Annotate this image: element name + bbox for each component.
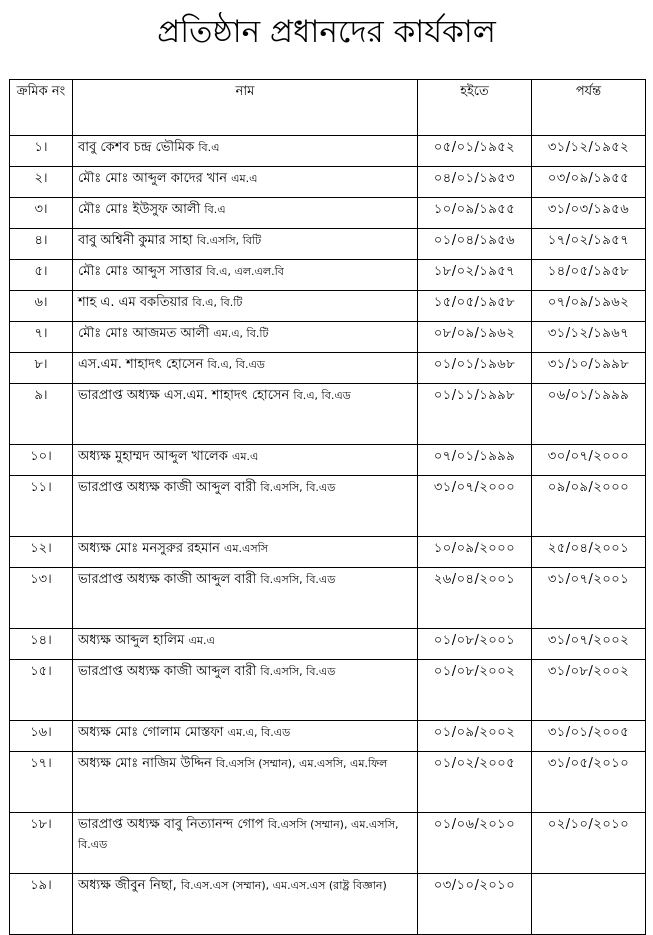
degree-text: এম.এসসি <box>224 542 269 555</box>
person-name: এস.এম. শাহাদৎ হোসেন <box>78 357 204 372</box>
name-cell <box>73 322 418 353</box>
table-row <box>10 537 646 568</box>
from-date-cell: ০১/০৯/২০০২ <box>418 721 532 752</box>
name-cell <box>73 537 418 568</box>
name-cell <box>73 291 418 322</box>
serial-cell: ১৫। <box>10 660 73 721</box>
degree-text: বি.এ <box>198 141 220 154</box>
to-date-cell: ৩১/০৩/১৯৫৬ <box>532 198 646 229</box>
to-date-cell: ২৫/০৪/২০০১ <box>532 537 646 568</box>
person-name: ভারপ্রাপ্ত অধ্যক্ষ কাজী আব্দুল বারী <box>78 664 257 679</box>
table-body <box>10 136 646 935</box>
table-row <box>10 353 646 384</box>
table-row <box>10 445 646 476</box>
degree-text: এম.এ <box>188 634 215 647</box>
serial-cell: ৮। <box>10 353 73 384</box>
table-row <box>10 384 646 445</box>
to-date-cell: ৩১/১২/১৯৬৭ <box>532 322 646 353</box>
from-date-cell: ০৭/০১/১৯৯৯ <box>418 445 532 476</box>
name-cell <box>73 445 418 476</box>
serial-cell: ১৭। <box>10 752 73 813</box>
name-cell <box>73 813 418 874</box>
person-name: ভারপ্রাপ্ত অধ্যক্ষ এস.এম. শাহাদৎ হোসেন <box>78 388 290 403</box>
from-date-cell: ১০/০৯/১৯৫৫ <box>418 198 532 229</box>
person-name: ভারপ্রাপ্ত অধ্যক্ষ বাবু নিত্যানন্দ গোপ <box>78 817 264 832</box>
person-name: অধ্যক্ষ আব্দুল হালিম <box>78 633 185 648</box>
from-date-cell: ১৮/০২/১৯৫৭ <box>418 260 532 291</box>
serial-cell: ৬। <box>10 291 73 322</box>
table-row <box>10 476 646 537</box>
name-cell <box>73 136 418 167</box>
from-date-cell: ১০/০৯/২০০০ <box>418 537 532 568</box>
table-row <box>10 136 646 167</box>
table-row <box>10 322 646 353</box>
name-cell <box>73 721 418 752</box>
table-row <box>10 260 646 291</box>
from-date-cell: ০১/১১/১৯৯৮ <box>418 384 532 445</box>
name-cell <box>73 568 418 629</box>
tenure-table <box>9 79 646 935</box>
degree-text: বি.এ <box>204 203 226 216</box>
degree-text: বি.এসসি, বিটি <box>196 234 262 247</box>
person-name: শাহ এ. এম বকতিয়ার <box>78 295 189 310</box>
degree-text: বি.এ, বি.এড <box>293 389 351 402</box>
from-date-cell: ২৬/০৪/২০০১ <box>418 568 532 629</box>
person-name: ভারপ্রাপ্ত অধ্যক্ষ কাজী আব্দুল বারী <box>78 480 257 495</box>
from-date-cell: ০১/০৪/১৯৫৬ <box>418 229 532 260</box>
person-name: অধ্যক্ষ মোঃ গোলাম মোস্তফা <box>78 725 224 740</box>
table-row <box>10 813 646 874</box>
from-date-cell: ০১/০৮/২০০১ <box>418 629 532 660</box>
person-name: অধ্যক্ষ মোঃ নাজিম উদ্দিন <box>78 756 212 771</box>
person-name: মৌঃ মোঃ আব্দুস সাত্তার <box>78 264 203 279</box>
to-date-cell: ০৬/০১/১৯৯৯ <box>532 384 646 445</box>
header-serial: ক্রমিক নং <box>10 80 73 136</box>
person-name: মৌঃ মোঃ আজমত আলী <box>78 326 210 341</box>
table-row <box>10 874 646 935</box>
serial-cell: ১৪। <box>10 629 73 660</box>
table-row <box>10 167 646 198</box>
header-name: নাম <box>73 80 418 136</box>
degree-text: বি.এ, বি.এড <box>207 358 265 371</box>
serial-cell: ১৯। <box>10 874 73 935</box>
to-date-cell <box>532 874 646 935</box>
person-name: অধ্যক্ষ জীবুন নিছা, <box>78 878 177 893</box>
from-date-cell: ০১/০২/২০০৫ <box>418 752 532 813</box>
table-row <box>10 229 646 260</box>
to-date-cell: ৩১/১০/১৯৯৮ <box>532 353 646 384</box>
from-date-cell: ০৩/১০/২০১০ <box>418 874 532 935</box>
serial-cell: ১৮। <box>10 813 73 874</box>
from-date-cell: ০১/০১/১৯৬৮ <box>418 353 532 384</box>
name-cell <box>73 660 418 721</box>
person-name: মৌঃ মোঃ ইউসুফ আলী <box>78 202 201 217</box>
to-date-cell: ৩১/০৮/২০০২ <box>532 660 646 721</box>
name-cell <box>73 752 418 813</box>
name-cell <box>73 629 418 660</box>
degree-text: এম.এ <box>231 172 258 185</box>
to-date-cell: ০২/১০/২০১০ <box>532 813 646 874</box>
degree-text: বি.এসসি (সম্মান), এম.এসসি, বি.এড <box>78 818 399 851</box>
person-name: বাবু কেশব চন্দ্র ভৌমিক <box>78 140 195 155</box>
degree-text: বি.এসসি, বি.এড <box>260 573 336 586</box>
to-date-cell: ০৯/০৯/২০০০ <box>532 476 646 537</box>
table-row <box>10 198 646 229</box>
table-row <box>10 568 646 629</box>
from-date-cell: ০৫/০১/১৯৫২ <box>418 136 532 167</box>
serial-cell: ২। <box>10 167 73 198</box>
serial-cell: ৪। <box>10 229 73 260</box>
serial-cell: ১। <box>10 136 73 167</box>
serial-cell: ৫। <box>10 260 73 291</box>
name-cell <box>73 167 418 198</box>
to-date-cell: ৩১/০৭/২০০২ <box>532 629 646 660</box>
degree-text: বি.এ, এল.এল.বি <box>206 265 284 278</box>
name-cell <box>73 260 418 291</box>
from-date-cell: ৩১/০৭/২০০০ <box>418 476 532 537</box>
page-title: প্রতিষ্ঠান প্রধানদের কার্যকাল <box>157 14 496 50</box>
table-row <box>10 629 646 660</box>
person-name: বাবু অশ্বিনী কুমার সাহা <box>78 233 193 248</box>
name-cell <box>73 874 418 935</box>
to-date-cell: ৩১/০১/২০০৫ <box>532 721 646 752</box>
table-row <box>10 291 646 322</box>
serial-cell: ৯। <box>10 384 73 445</box>
name-cell <box>73 476 418 537</box>
name-cell <box>73 198 418 229</box>
from-date-cell: ০৪/০১/১৯৫৩ <box>418 167 532 198</box>
to-date-cell: ১৭/০২/১৯৫৭ <box>532 229 646 260</box>
to-date-cell: ৩০/০৭/২০০০ <box>532 445 646 476</box>
serial-cell: ১২। <box>10 537 73 568</box>
to-date-cell: ১৪/০৫/১৯৫৮ <box>532 260 646 291</box>
table-row <box>10 721 646 752</box>
from-date-cell: ১৫/০৫/১৯৫৮ <box>418 291 532 322</box>
serial-cell: ৩। <box>10 198 73 229</box>
to-date-cell: ৩১/১২/১৯৫২ <box>532 136 646 167</box>
header-to: পর্যন্ত <box>532 80 646 136</box>
from-date-cell: ০১/০৮/২০০২ <box>418 660 532 721</box>
serial-cell: ১১। <box>10 476 73 537</box>
person-name: মৌঃ মোঃ আব্দুল কাদের খান <box>78 171 227 186</box>
degree-text: বি.এস.এস (সম্মান), এম.এস.এস (রাষ্ট্র বিজ্ঞান) <box>180 879 387 892</box>
degree-text: বি.এ, বি.টি <box>192 296 243 309</box>
person-name: অধ্যক্ষ মোঃ মনসুরুর রহমান <box>78 541 220 556</box>
serial-cell: ১৩। <box>10 568 73 629</box>
table-row <box>10 660 646 721</box>
serial-cell: ১৬। <box>10 721 73 752</box>
from-date-cell: ০১/০৬/২০১০ <box>418 813 532 874</box>
degree-text: এম.এ <box>231 450 259 463</box>
to-date-cell: ৩১/০৫/২০১০ <box>532 752 646 813</box>
serial-cell: ৭। <box>10 322 73 353</box>
person-name: ভারপ্রাপ্ত অধ্যক্ষ কাজী আব্দুল বারী <box>78 572 257 587</box>
name-cell <box>73 353 418 384</box>
serial-cell: ১০। <box>10 445 73 476</box>
to-date-cell: ০৭/০৯/১৯৬২ <box>532 291 646 322</box>
to-date-cell: ০৩/০৯/১৯৫৫ <box>532 167 646 198</box>
degree-text: এম.এ, বি.টি <box>213 327 269 340</box>
table-row <box>10 752 646 813</box>
from-date-cell: ০৮/০৯/১৯৬২ <box>418 322 532 353</box>
degree-text: বি.এসসি, বি.এড <box>260 665 336 678</box>
table-header-row <box>10 80 646 136</box>
degree-text: বি.এসসি, বি.এড <box>260 481 336 494</box>
name-cell <box>73 384 418 445</box>
person-name: অধ্যক্ষ মুহাম্মদ আব্দুল খালেক <box>78 449 228 464</box>
degree-text: এম.এ, বি.এড <box>227 726 291 739</box>
name-cell <box>73 229 418 260</box>
degree-text: বি.এসসি (সম্মান), এম.এসসি, এম.ফিল <box>215 757 388 770</box>
to-date-cell: ৩১/০৭/২০০১ <box>532 568 646 629</box>
header-from: হইতে <box>418 80 532 136</box>
